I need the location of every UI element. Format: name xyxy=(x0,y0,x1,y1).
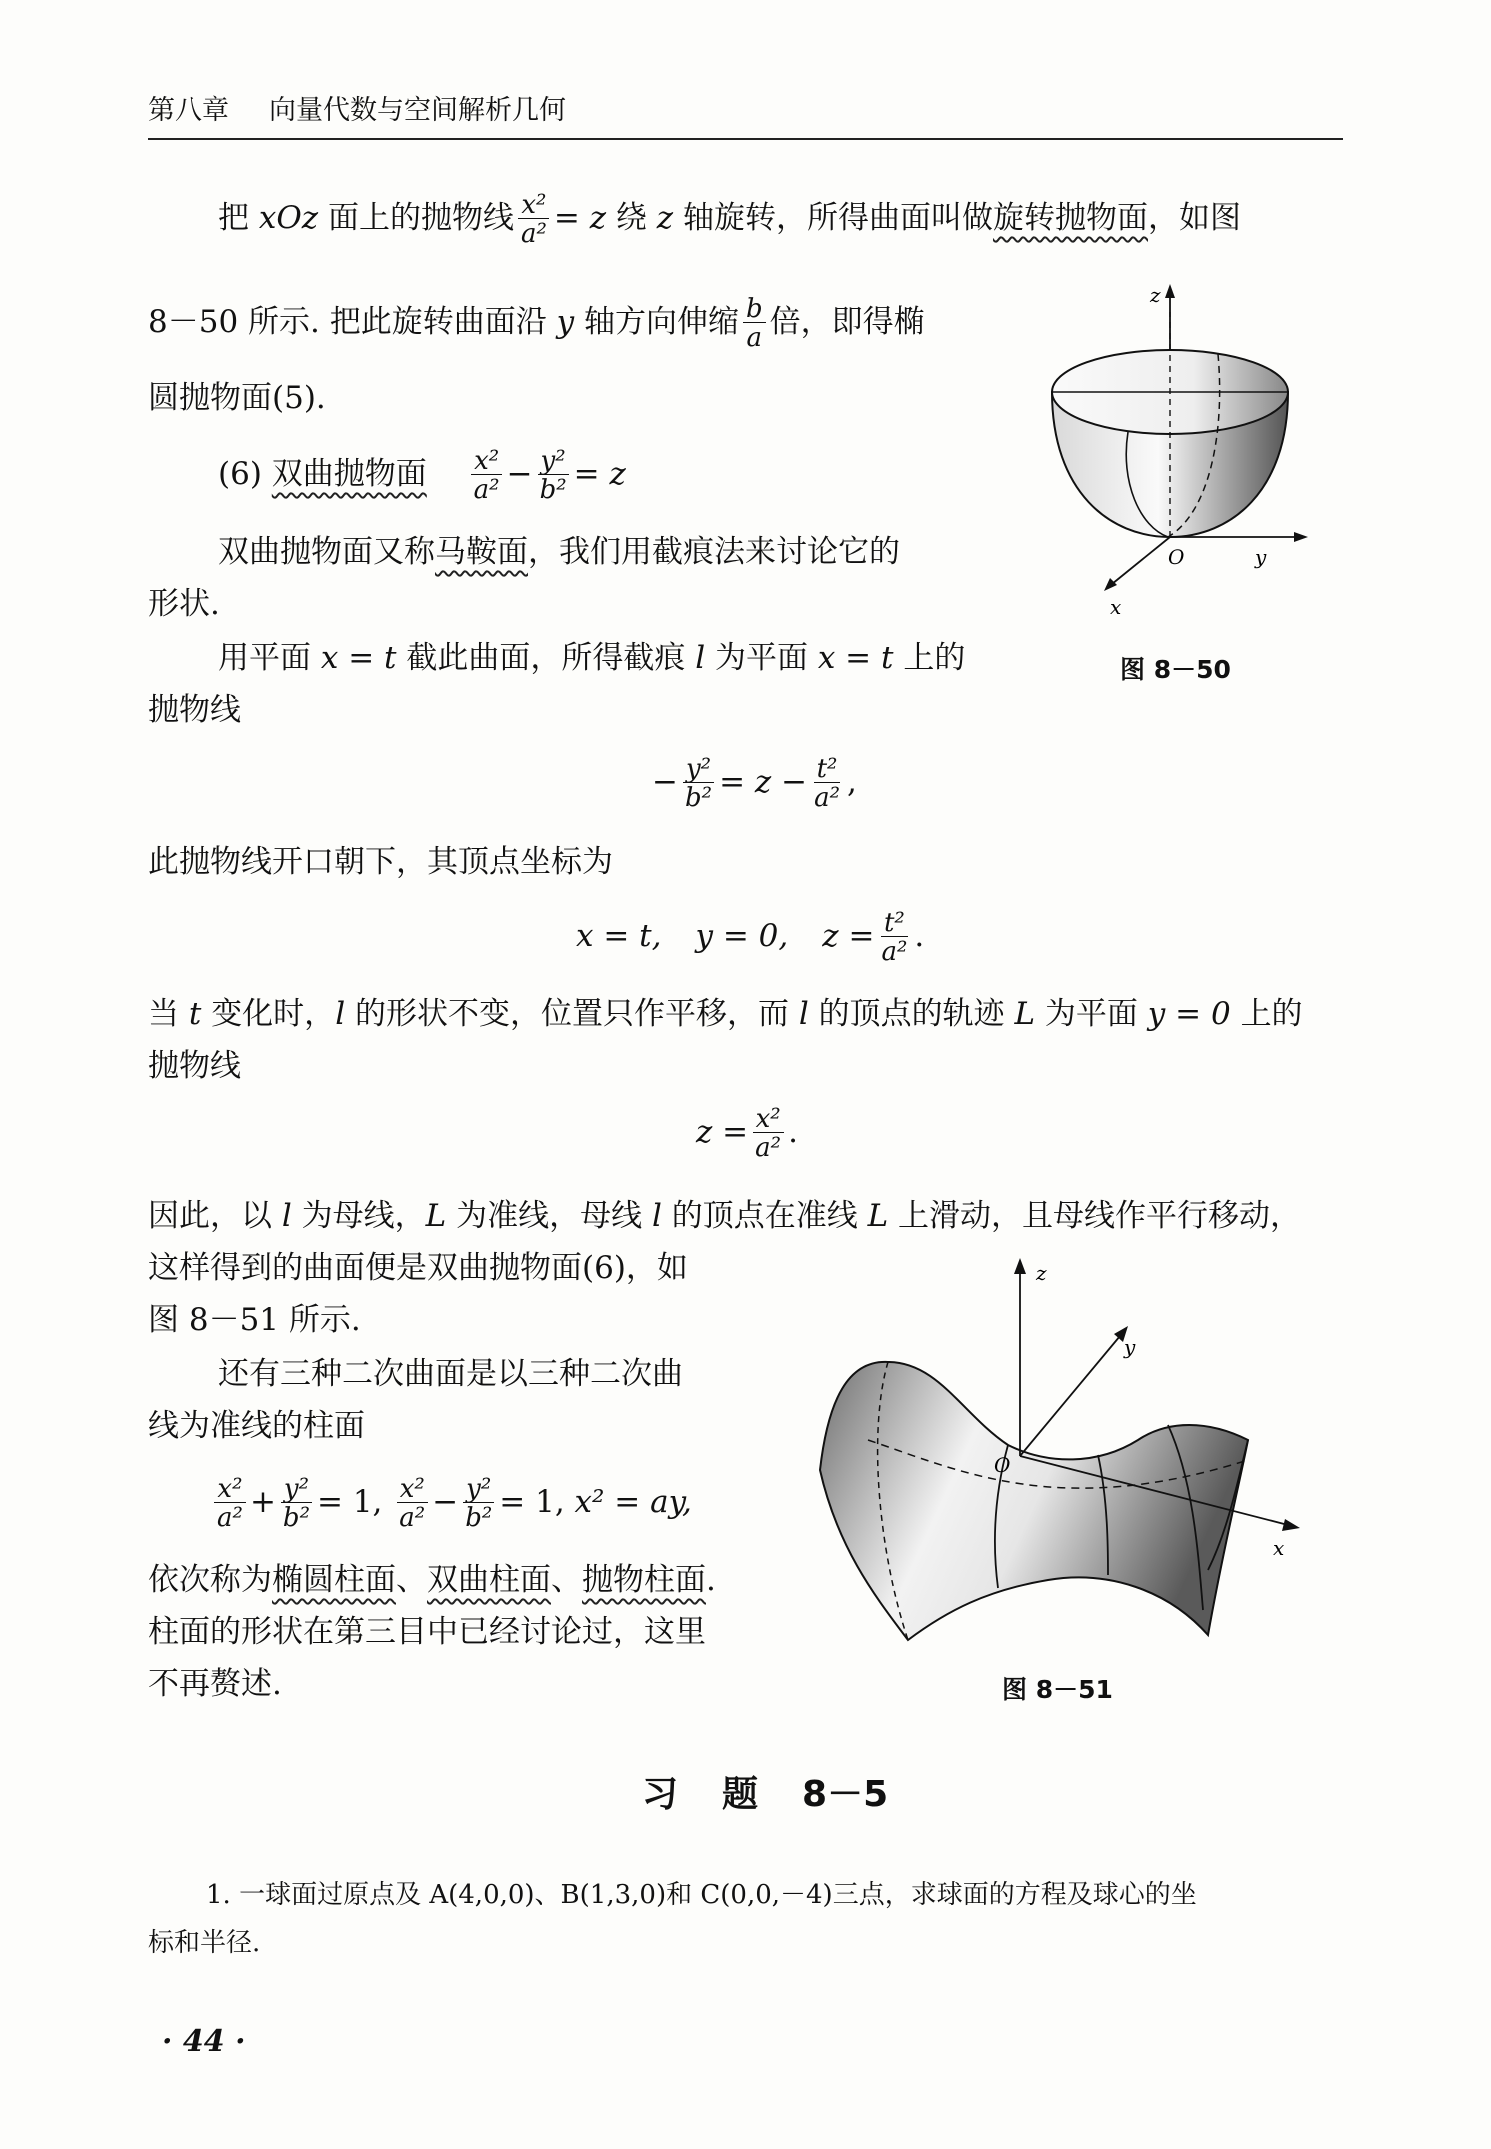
para7-line6: 不再赘述. xyxy=(148,1666,282,1702)
para6-line1: 因此，以 l 为母线，L 为准线，母线 l 的顶点在准线 L 上滑动，且母线作平行移动， xyxy=(148,1198,1302,1234)
y-axis-label: y xyxy=(1255,545,1267,569)
fraction-x2-a2: $\frac{\text{x²}}{\text{a²}}$ xyxy=(518,192,550,247)
term-elliptic-cylinder: 椭圆柱面 xyxy=(272,1562,396,1598)
para5-line1: 当 t 变化时，l 的形状不变，位置只作平移，而 l 的顶点的轨迹 L 为平面 y = 0 上的 xyxy=(148,996,1303,1032)
para6-line2: 这样得到的曲面便是双曲抛物面(6)，如 xyxy=(148,1250,688,1286)
caption-8-50: 图 8－50 xyxy=(1120,655,1231,684)
para4: 此抛物线开口朝下，其顶点坐标为 xyxy=(148,844,613,880)
origin-label: O xyxy=(994,1453,1011,1477)
item-6-hyperbolic-paraboloid: (6) 双曲抛物面 $\frac{\text{x²}}{\text{a²}}$ − $\frac{\text{y²}}{\text{b²}}$ = z xyxy=(218,446,626,505)
para7-line1: 还有三种二次曲面是以三种二次曲 xyxy=(218,1356,683,1392)
para5-line2: 抛物线 xyxy=(148,1048,241,1084)
term-hyperbolic-cylinder: 双曲柱面 xyxy=(427,1562,551,1598)
header-rule xyxy=(148,138,1343,140)
running-header xyxy=(148,88,566,127)
saddle-surface xyxy=(820,1362,1248,1640)
para7-line5: 柱面的形状在第三目中已经讨论过，这里 xyxy=(148,1614,706,1650)
para7-line4: 依次称为椭圆柱面、双曲柱面、抛物柱面. xyxy=(148,1562,716,1598)
page-number: · 44 · xyxy=(162,2024,246,2059)
exercise-title: 习 题 8－5 xyxy=(642,1774,889,1815)
equation-vertex: x = t, y = 0, z = $\frac{\text{t²}}{\text{a²}}$ . xyxy=(576,908,925,967)
x-axis xyxy=(1112,537,1170,584)
z-axis-label: z xyxy=(1036,1261,1047,1285)
y-axis-label: y xyxy=(1124,1335,1136,1359)
para6-line3: 图 8－51 所示. xyxy=(148,1302,361,1338)
equation-directrix: z = $\frac{\text{x²}}{\text{a²}}$ . xyxy=(696,1104,798,1163)
figure-8-51 xyxy=(808,1250,1313,1655)
term-rotation-paraboloid: 旋转抛物面 xyxy=(992,200,1148,236)
term-saddle: 马鞍面 xyxy=(435,534,528,570)
para3-line1: 用平面 x = t 截此曲面，所得截痕 l 为平面 x = t 上的 xyxy=(218,640,966,676)
para1-line3: 圆抛物面(5). xyxy=(148,380,326,416)
term-parabolic-cylinder: 抛物柱面 xyxy=(582,1562,706,1598)
equation-trace-parabola: − $\frac{\text{y²}}{\text{b²}}$ = z − $\frac{\text{t²}}{\text{a²}}$ , xyxy=(652,754,857,813)
origin-label: O xyxy=(1168,545,1185,569)
para3-line2: 抛物线 xyxy=(148,692,241,728)
cylinder-equations: $\frac{\text{x²}}{\text{a²}}$ + $\frac{\text{y²}}{\text{b²}}$ = 1, $\frac{\text{x²}}{\text{a²}}$ − $\frac{\text{y²}}{\text{b²}}$ = 1, x² = ay, xyxy=(210,1476,692,1531)
para7-line2: 线为准线的柱面 xyxy=(148,1408,365,1444)
para2-line2: 形状. xyxy=(148,586,220,622)
exercise-q1-line2: 标和半径. xyxy=(148,1928,261,1958)
y-axis xyxy=(1020,1336,1120,1456)
caption-8-51: 图 8－51 xyxy=(1002,1675,1113,1704)
para2-line1: 双曲抛物面又称马鞍面，我们用截痕法来讨论它的 xyxy=(218,534,900,570)
z-axis-label: z xyxy=(1150,283,1161,307)
exercise-q1-line1: 1. 一球面过原点及 A(4,0,0)、B(1,3,0)和 C(0,0,－4)三点，求球面的方程及球心的坐 xyxy=(206,1880,1197,1910)
x-axis-label: x xyxy=(1273,1536,1285,1560)
para1-line2: 8－50 所示. 把此旋转曲面沿 y 轴方向伸缩 $\frac{b}{a}$ 倍，即得椭 xyxy=(148,294,925,353)
para1-line1: 把 xOz 面上的抛物线 $\frac{\text{x²}}{\text{a²}}$ = z 绕 z 轴旋转，所得曲面叫做旋转抛物面，如图 xyxy=(218,190,1241,249)
term-hyperbolic-paraboloid: 双曲抛物面 xyxy=(271,456,427,492)
fraction-b-a: $\frac{b}{a}$ xyxy=(743,296,766,351)
chapter-title: 向量代数与空间解析几何 xyxy=(269,95,566,126)
chapter-label: 第八章 xyxy=(148,95,229,126)
x-axis-label: x xyxy=(1110,595,1122,619)
figure-8-50 xyxy=(1040,282,1310,622)
